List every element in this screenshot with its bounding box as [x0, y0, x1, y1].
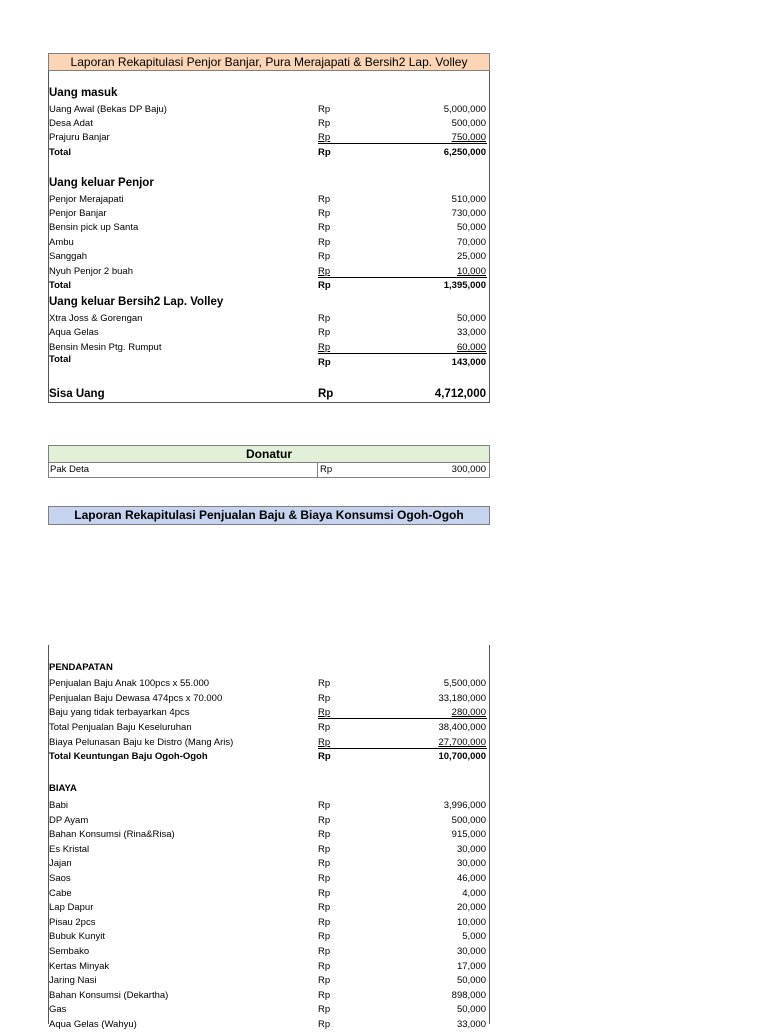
row-label: Bensin pick up Santa: [49, 222, 139, 233]
row-amount: 50,000: [456, 313, 486, 324]
total-label: Total: [49, 280, 71, 291]
row-label: Xtra Joss & Gorengan: [49, 313, 143, 324]
row-currency: Rp: [318, 873, 331, 884]
row-label: Bahan Konsumsi (Dekartha): [49, 989, 169, 1001]
row-currency: Rp: [318, 118, 331, 129]
row-amount: 500,000: [451, 814, 486, 826]
table-row: [48, 814, 489, 828]
row-currency: Rp: [318, 678, 331, 689]
row-label: Bensin Mesin Ptg. Rumput: [49, 342, 162, 353]
row-currency: Rp: [318, 222, 331, 233]
total-label: Total Keuntungan Baju Ogoh-Ogoh: [49, 751, 208, 762]
table-row: [48, 1018, 489, 1032]
row-label: Penjualan Baju Anak 100pcs x 55.000: [49, 678, 210, 689]
table-row: [48, 131, 489, 145]
row-currency: Rp: [318, 931, 331, 943]
table-row: [48, 207, 489, 221]
total-row: [48, 355, 489, 371]
biaya-heading: BIAYA: [49, 783, 77, 794]
row-currency: Rp: [318, 693, 331, 704]
row-amount: 898,000: [451, 989, 486, 1001]
report1-left-border: [48, 71, 49, 402]
row-amount: 50,000: [456, 1004, 486, 1016]
row-currency: Rp: [318, 237, 331, 248]
table-row: [48, 843, 489, 857]
row-amount: 30,000: [456, 858, 486, 870]
row-currency: Rp: [318, 342, 331, 353]
total-amount: 10,700,000: [438, 751, 486, 762]
table-row: [48, 692, 489, 706]
row-amount: 5,000,000: [443, 104, 486, 115]
row-label: Gas: [49, 1004, 67, 1016]
row-currency: Rp: [318, 902, 331, 914]
uang-masuk-heading: Uang masuk: [49, 87, 118, 99]
table-row: [48, 916, 489, 930]
row-label: Lap Dapur: [49, 902, 94, 914]
total-label: Total: [49, 354, 71, 365]
row-label: Penjualan Baju Dewasa 474pcs x 70.000: [49, 693, 223, 704]
row-currency: Rp: [318, 975, 331, 987]
row-label: Bahan Konsumsi (Rina&Risa): [49, 829, 175, 841]
row-label: Aqua Gelas (Wahyu): [49, 1019, 137, 1030]
table-row: [48, 103, 489, 117]
report1-title: Laporan Rekapitulasi Penjor Banjar, Pura Merajapati & Bersih2 Lap. Volley: [48, 53, 490, 71]
total-amount: 143,000: [451, 357, 486, 368]
row-amount: 33,000: [456, 1019, 486, 1030]
row-label: Babi: [49, 800, 69, 811]
row-currency: Rp: [318, 104, 331, 115]
row-amount: 17,000: [456, 960, 486, 972]
table-row: [48, 326, 489, 340]
table-row: [48, 930, 489, 944]
row-label: Sembako: [49, 946, 90, 957]
row-amount: 60,000: [456, 342, 486, 353]
row-currency: Rp: [318, 327, 331, 338]
row-amount: 915,000: [451, 829, 486, 841]
row-label: Uang Awal (Bekas DP Baju): [49, 104, 167, 115]
donatur-table: [48, 462, 490, 478]
table-row: [48, 945, 489, 959]
table-row: [48, 236, 489, 250]
row-amount: 46,000: [456, 873, 486, 884]
table-row: [48, 117, 489, 131]
row-label: Prajuru Banjar: [49, 132, 110, 143]
pendapatan-heading: PENDAPATAN: [49, 662, 113, 673]
row-amount: 38,400,000: [438, 722, 486, 733]
row-currency: Rp: [318, 251, 331, 262]
total-row: [48, 750, 489, 764]
row-label: Sanggah: [49, 251, 88, 262]
row-amount: 5,500,000: [443, 678, 486, 689]
report2-right-border: [489, 645, 490, 1024]
sisa-uang-amount: 4,712,000: [434, 388, 486, 400]
row-currency: Rp: [318, 916, 331, 928]
row-label: Bubuk Kunyit: [49, 931, 105, 943]
row-amount: 730,000: [451, 208, 486, 219]
row-currency: Rp: [318, 946, 331, 957]
row-label: Total Penjualan Baju Keseluruhan: [49, 722, 192, 733]
row-label: Ambu: [49, 237, 74, 248]
report1-right-border: [489, 71, 490, 402]
row-currency: Rp: [318, 843, 331, 855]
row-currency: Rp: [318, 829, 331, 841]
row-amount: 10,000: [456, 266, 486, 277]
row-label: Aqua Gelas: [49, 327, 99, 338]
table-row: [48, 901, 489, 915]
total-label: Total: [49, 147, 71, 158]
row-amount: 25,000: [456, 251, 486, 262]
row-amount: 50,000: [456, 222, 486, 233]
row-currency: Rp: [318, 194, 331, 205]
table-row: [48, 265, 489, 279]
row-currency: Rp: [318, 989, 331, 1001]
row-label: Desa Adat: [49, 118, 93, 129]
table-row: [48, 1003, 489, 1017]
row-amount: 30,000: [456, 843, 486, 855]
table-row: [48, 974, 489, 988]
total-amount: 1,395,000: [443, 280, 486, 291]
table-row: [48, 341, 489, 355]
row-currency: Rp: [318, 1019, 331, 1030]
row-amount: 750,000: [451, 132, 486, 143]
total-row: [48, 279, 489, 293]
sisa-uang-row: [48, 386, 489, 402]
row-amount: 30,000: [456, 946, 486, 957]
row-currency: Rp: [318, 132, 331, 143]
table-row: [48, 828, 489, 842]
row-currency: Rp: [318, 814, 331, 826]
row-amount: 20,000: [456, 902, 486, 914]
row-currency: Rp: [318, 266, 331, 277]
table-row: [48, 857, 489, 871]
table-row: [48, 250, 489, 264]
row-label: Pak Deta: [50, 464, 90, 475]
row-currency: Rp: [318, 887, 331, 899]
sisa-uang-currency: Rp: [318, 388, 334, 400]
table-row: [48, 989, 489, 1003]
row-label: Cabe: [49, 887, 72, 899]
table-row: [48, 721, 489, 735]
row-label: DP Ayam: [49, 814, 89, 826]
row-amount: 500,000: [451, 118, 486, 129]
row-amount: 280,000: [451, 707, 486, 718]
total-amount: 6,250,000: [443, 147, 486, 158]
table-row: [48, 872, 489, 886]
uang-keluar-volley-heading: Uang keluar Bersih2 Lap. Volley: [49, 296, 224, 308]
row-amount: 5,000: [462, 931, 486, 943]
row-currency: Rp: [318, 707, 331, 718]
row-currency: Rp: [318, 858, 331, 870]
table-row: [48, 887, 489, 901]
total-currency: Rp: [318, 357, 331, 368]
row-amount: 10,000: [456, 916, 486, 928]
total-row: [48, 146, 489, 160]
row-amount: 27,700,000: [438, 737, 486, 748]
table-row: [48, 706, 489, 720]
row-currency: Rp: [317, 463, 334, 477]
row-amount: 70,000: [456, 237, 486, 248]
row-label: Penjor Merajapati: [49, 194, 124, 205]
row-amount: 33,180,000: [438, 693, 486, 704]
table-row: [49, 463, 489, 477]
total-currency: Rp: [318, 147, 331, 158]
row-label: Jajan: [49, 858, 72, 870]
row-currency: Rp: [318, 737, 331, 748]
row-label: Nyuh Penjor 2 buah: [49, 266, 133, 277]
row-currency: Rp: [318, 800, 331, 811]
row-currency: Rp: [318, 722, 331, 733]
table-row: [48, 960, 489, 974]
row-label: Biaya Pelunasan Baju ke Distro (Mang Aris): [49, 737, 234, 748]
report1-bottom-border: [48, 402, 490, 403]
table-row: [48, 736, 489, 750]
row-currency: Rp: [318, 313, 331, 324]
row-amount: 510,000: [451, 194, 486, 205]
table-row: [48, 799, 489, 813]
row-label: Penjor Banjar: [49, 208, 107, 219]
uang-keluar-penjor-heading: Uang keluar Penjor: [49, 177, 154, 189]
row-amount: 300,000: [451, 464, 486, 475]
table-row: [48, 193, 489, 207]
table-row: [48, 677, 489, 691]
row-label: Es Kristal: [49, 843, 90, 855]
report2-title: Laporan Rekapitulasi Penjualan Baju & Biaya Konsumsi Ogoh-Ogoh: [48, 506, 490, 525]
row-amount: 4,000: [462, 887, 486, 899]
total-currency: Rp: [318, 751, 331, 762]
row-label: Pisau 2pcs: [49, 916, 96, 928]
table-row: [48, 221, 489, 235]
row-currency: Rp: [318, 960, 331, 972]
total-currency: Rp: [318, 280, 331, 291]
row-amount: 3,996,000: [443, 800, 486, 811]
sisa-uang-label: Sisa Uang: [49, 388, 105, 400]
row-amount: 33,000: [456, 327, 486, 338]
row-label: Jaring Nasi: [49, 975, 97, 987]
row-label: Saos: [49, 873, 71, 884]
row-label: Baju yang tidak terbayarkan 4pcs: [49, 707, 190, 718]
donatur-title: Donatur: [48, 445, 490, 463]
row-currency: Rp: [318, 1004, 331, 1016]
row-currency: Rp: [318, 208, 331, 219]
row-label: Kertas Minyak: [49, 960, 110, 972]
table-row: [48, 312, 489, 326]
row-amount: 50,000: [456, 975, 486, 987]
